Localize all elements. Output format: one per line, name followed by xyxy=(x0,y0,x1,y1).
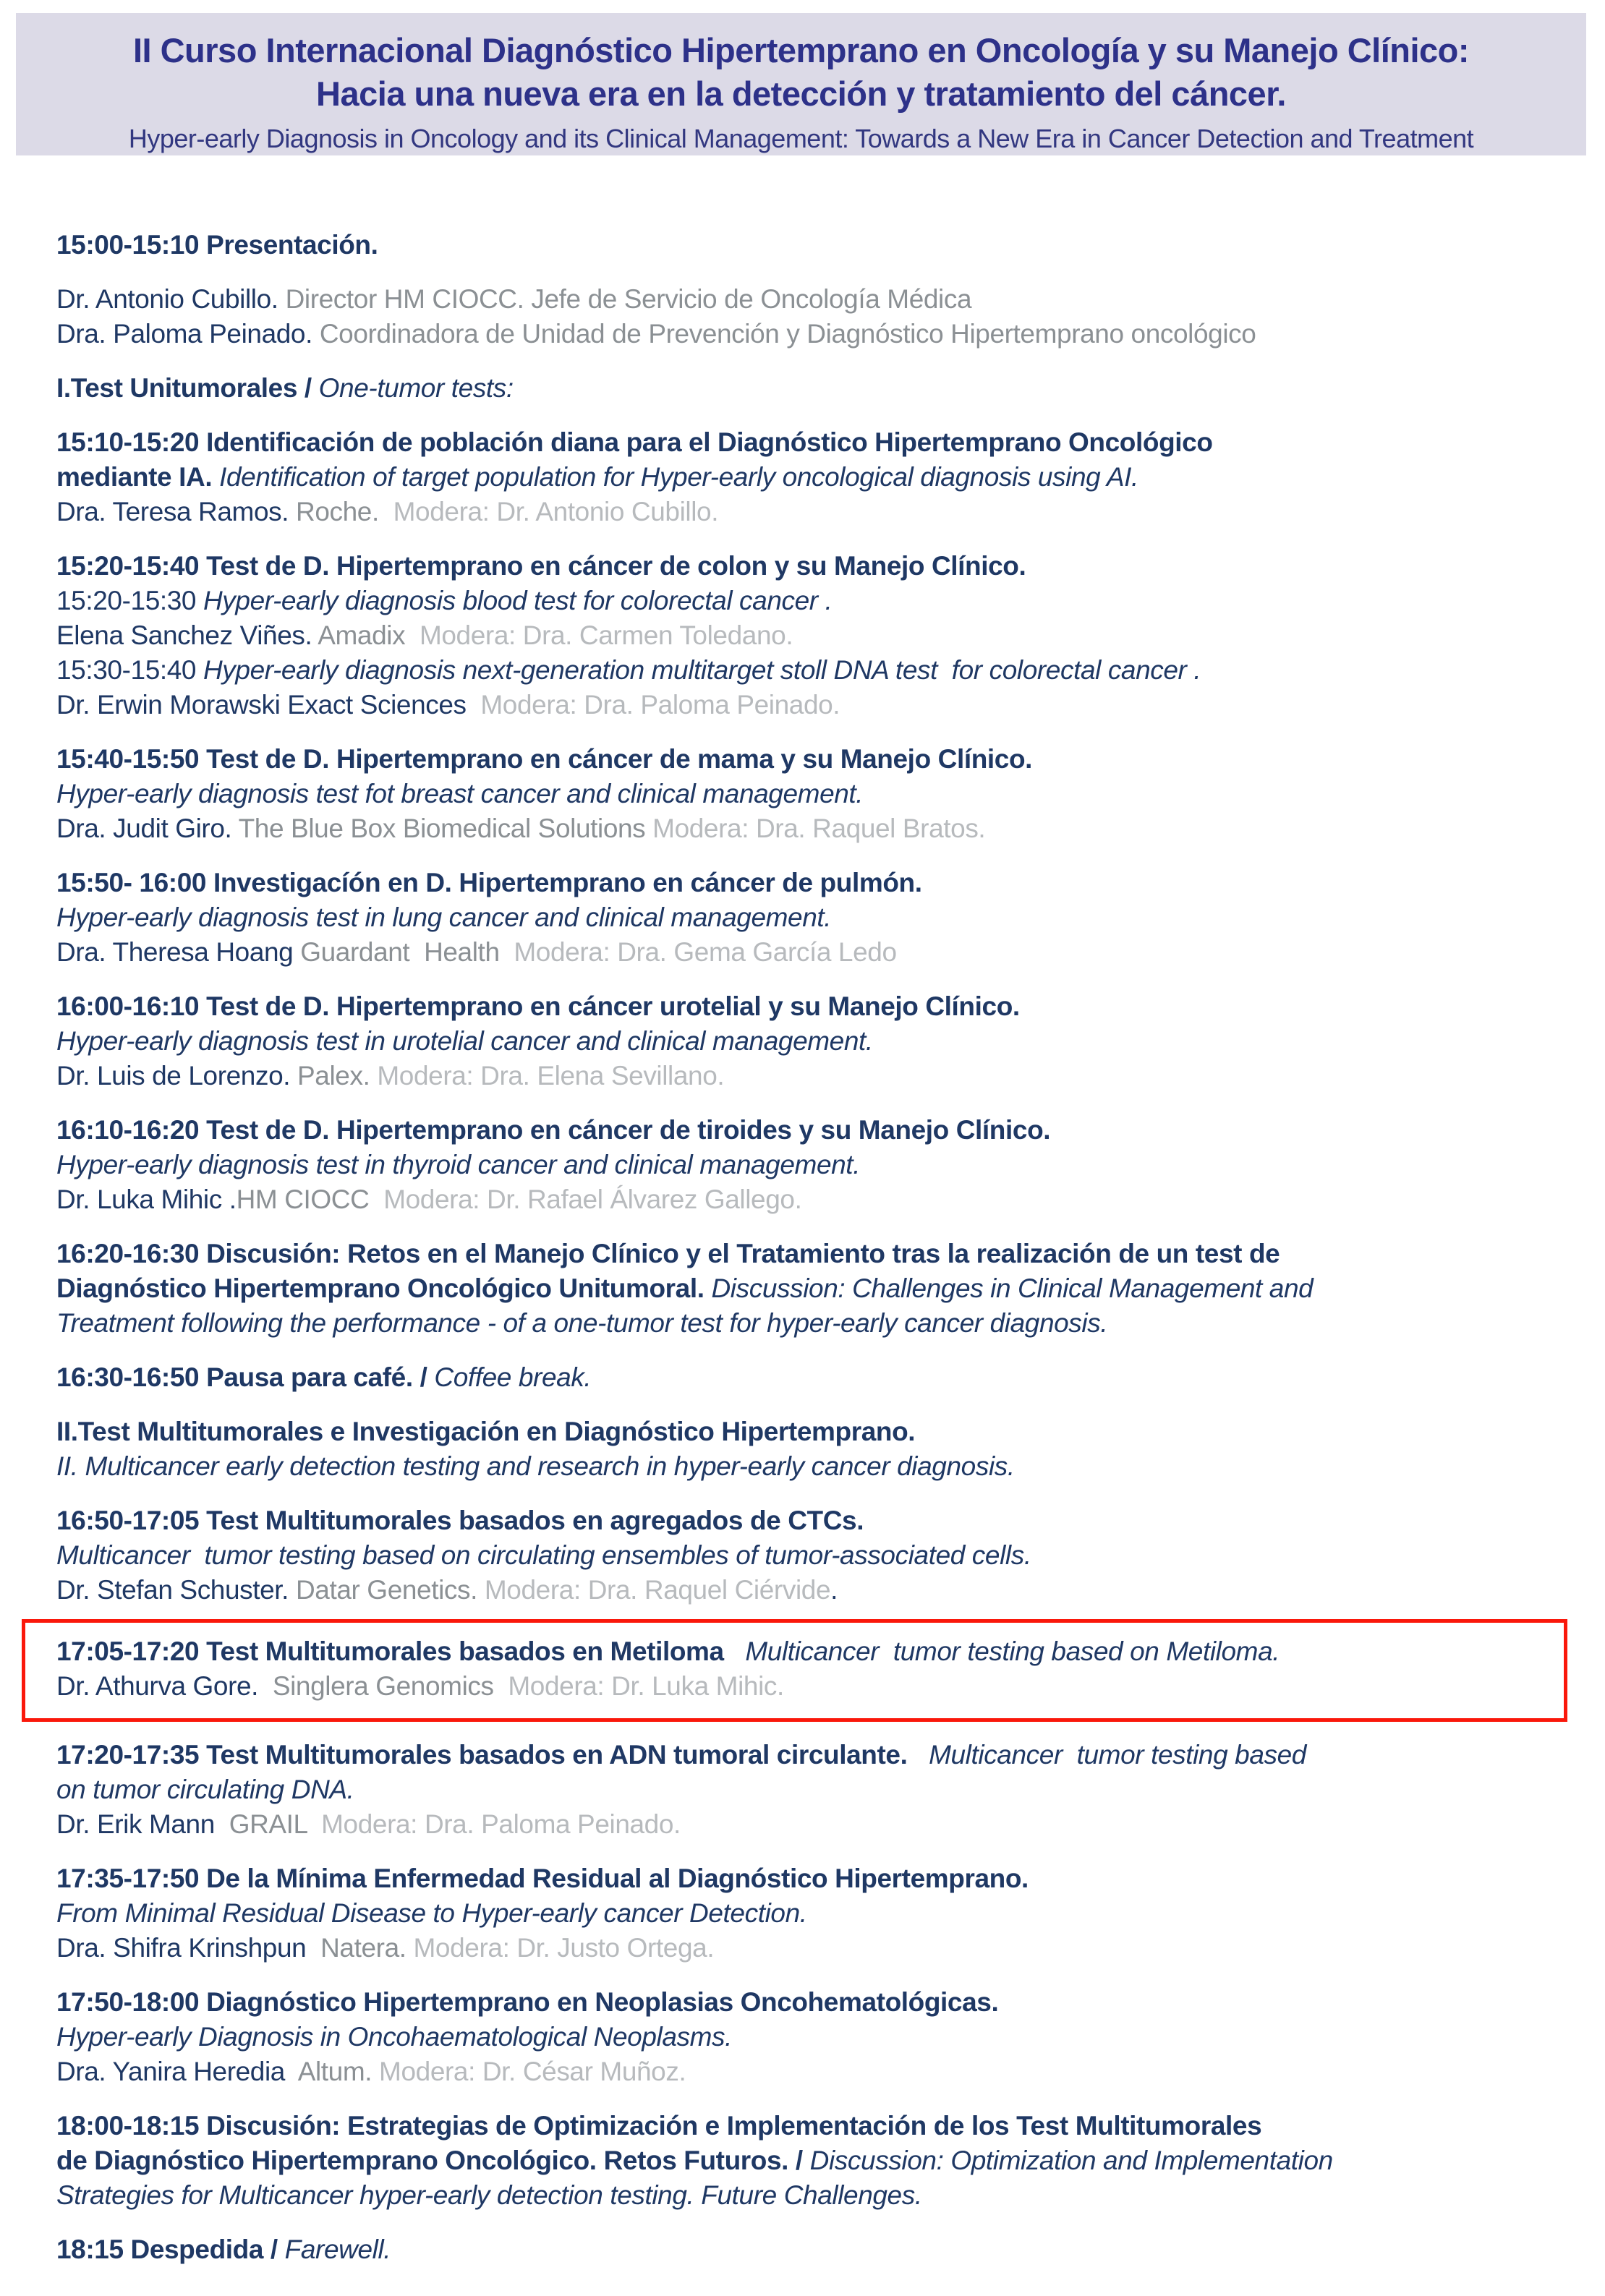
text-segment: Discussion: Challenges in Clinical Management and xyxy=(711,1273,1314,1303)
text-segment: GRAIL xyxy=(229,1809,322,1839)
text-segment: Dr. Luis de Lorenzo. xyxy=(56,1061,298,1091)
schedule-line xyxy=(56,653,1559,688)
schedule-line xyxy=(56,1538,1559,1573)
text-segment: Discussion: Optimization and Implementation xyxy=(809,2146,1333,2175)
schedule-line xyxy=(56,935,1559,970)
schedule-line xyxy=(56,1306,1559,1341)
schedule-line xyxy=(56,1271,1559,1306)
text-segment: Director HM CIOCC. Jefe de Servicio de Oncología Médica xyxy=(285,284,972,314)
text-segment: The Blue Box Biomedical Solutions xyxy=(238,814,653,843)
session-block xyxy=(56,989,1559,1093)
text-segment: Modera: Dr. Antonio Cubillo. xyxy=(393,497,719,526)
text-segment: Dr. Erwin Morawski Exact Sciences xyxy=(56,690,481,720)
text-segment: Hyper-early diagnosis next-generation multitarget stoll DNA test for colorectal cancer . xyxy=(203,655,1201,685)
text-segment: Dra. Yanira Heredia xyxy=(56,2057,298,2086)
schedule-line xyxy=(56,228,1559,263)
text-segment: Elena Sanchez Viñes. xyxy=(56,620,318,650)
text-segment: 16:20-16:30 Discusión: Retos en el Manejo Clínico y el Tratamiento tras la realización de un test de xyxy=(56,1239,1280,1268)
text-segment: mediante IA. xyxy=(56,462,220,492)
schedule-line xyxy=(56,495,1559,529)
schedule-line xyxy=(56,618,1559,653)
session-block xyxy=(56,1113,1559,1217)
text-segment: 15:50- 16:00 Investigacíón en D. Hipertemprano en cáncer de pulmón. xyxy=(56,868,922,897)
schedule-line xyxy=(56,688,1559,722)
text-segment: Dr. Erik Mann xyxy=(56,1809,229,1839)
text-segment: Multicancer tumor testing based on circulating ensembles of tumor-associated cells. xyxy=(56,1540,1031,1570)
text-segment: Hyper-early diagnosis test in urotelial cancer and clinical management. xyxy=(56,1026,873,1056)
text-segment: 17:50-18:00 Diagnóstico Hipertemprano en Neoplasias Oncohematológicas. xyxy=(56,1987,999,2017)
text-segment: Modera: Dr. Luka Mihic. xyxy=(508,1671,784,1701)
text-segment: Roche. xyxy=(296,497,393,526)
schedule-line xyxy=(56,1931,1559,1966)
schedule-line xyxy=(56,1059,1559,1093)
schedule-line xyxy=(56,900,1559,935)
schedule-line xyxy=(56,2054,1559,2089)
schedule-line xyxy=(56,549,1559,584)
text-segment: Coordinadora de Unidad de Prevención y Diagnóstico Hipertemprano oncológico xyxy=(319,319,1256,349)
program-subtitle-english: Hyper-early Diagnosis in Oncology and its Clinical Management: Towards a New Era in Cancer Detection and Treatment xyxy=(128,124,1474,153)
session-block xyxy=(56,1985,1559,2089)
text-segment: 17:35-17:50 De la Mínima Enfermedad Residual al Diagnóstico Hipertemprano. xyxy=(56,1864,1029,1893)
text-segment: Modera: Dra. Raquel Bratos. xyxy=(652,814,986,843)
schedule-line xyxy=(56,777,1559,811)
text-segment: Datar Genetics. xyxy=(295,1575,485,1605)
text-segment: 17:20-17:35 Test Multitumorales basados en ADN tumoral circulante. xyxy=(56,1740,915,1770)
text-segment: Modera: Dra. Carmen Toledano. xyxy=(419,620,793,650)
text-segment: Strategies for Multicancer hyper-early detection testing. Future Challenges. xyxy=(56,2180,922,2210)
schedule-line xyxy=(56,425,1559,460)
schedule-line xyxy=(56,1113,1559,1148)
schedule-line xyxy=(56,1985,1559,2020)
schedule-line xyxy=(56,1807,1559,1842)
schedule-line xyxy=(56,1669,1549,1704)
schedule-line xyxy=(56,1634,1549,1669)
text-segment: 15:40-15:50 Test de D. Hipertemprano en cáncer de mama y su Manejo Clínico. xyxy=(56,744,1033,774)
schedule-line xyxy=(56,2109,1559,2143)
text-segment: 15:30-15:40 xyxy=(56,655,203,685)
text-segment: Hyper-early diagnosis test in lung cancer and clinical management. xyxy=(56,902,832,932)
session-block xyxy=(56,1738,1559,1842)
schedule-line xyxy=(56,1896,1559,1931)
text-segment: Dr. Stefan Schuster. xyxy=(56,1575,296,1605)
text-segment: Hyper-early Diagnosis in Oncohaematological Neoplasms. xyxy=(56,2022,733,2052)
text-segment: 16:00-16:10 Test de D. Hipertemprano en cáncer urotelial y su Manejo Clínico. xyxy=(56,991,1020,1021)
session-block xyxy=(56,1414,1559,1484)
text-segment: Coffee break. xyxy=(434,1362,592,1392)
text-segment: Altum. xyxy=(297,2057,380,2086)
schedule-line xyxy=(56,1573,1559,1608)
schedule-line xyxy=(56,866,1559,900)
text-segment: 15:20-15:40 Test de D. Hipertemprano en cáncer de colon y su Manejo Clínico. xyxy=(56,551,1026,581)
text-segment: HM CIOCC xyxy=(236,1185,384,1214)
text-segment: on tumor circulating DNA. xyxy=(56,1775,354,1804)
text-segment: Dra. Shifra Krinshpun xyxy=(56,1933,321,1963)
text-segment: Palex. xyxy=(297,1061,378,1091)
schedule-line xyxy=(56,2143,1559,2178)
program-title-line1: II Curso Internacional Diagnóstico Hipertemprano en Oncología y su Manejo Clínico: xyxy=(132,31,1470,69)
text-segment: Modera: Dr. Justo Ortega. xyxy=(413,1933,715,1963)
text-segment: Singlera Genomics xyxy=(272,1671,508,1701)
schedule-line xyxy=(56,1148,1559,1182)
schedule-line xyxy=(56,1772,1559,1807)
text-segment: Modera: Dra. Raquel Ciérvide xyxy=(484,1575,831,1605)
schedule-line xyxy=(56,282,1559,317)
text-segment: Modera: Dr. César Muñoz. xyxy=(379,2057,686,2086)
schedule-line xyxy=(56,2020,1559,2054)
schedule-line xyxy=(56,584,1559,618)
text-segment: Farewell. xyxy=(284,2235,391,2264)
text-segment: Hyper-early diagnosis test in thyroid cancer and clinical management. xyxy=(56,1150,861,1179)
text-segment: Dr. Antonio Cubillo. xyxy=(56,284,286,314)
text-segment: Modera: Dr. Rafael Álvarez Gallego. xyxy=(383,1185,802,1214)
text-segment: . xyxy=(830,1575,838,1605)
session-block xyxy=(56,1503,1559,1608)
text-segment: Modera: Dra. Elena Sevillano. xyxy=(377,1061,725,1091)
schedule-line xyxy=(56,1360,1559,1395)
text-segment: 16:30-16:50 Pausa para café. / xyxy=(56,1362,435,1392)
text-segment: I.Test Unitumorales / xyxy=(56,373,319,403)
schedule-line xyxy=(56,371,1559,406)
program-title-line2: Hacia una nueva era en la detección y tratamiento del cáncer. xyxy=(316,74,1286,113)
text-segment: Multicancer tumor testing based on Metiloma. xyxy=(745,1636,1280,1666)
text-segment: de Diagnóstico Hipertemprano Oncológico. Retos Futuros. / xyxy=(56,2146,810,2175)
schedule-line xyxy=(56,1182,1559,1217)
schedule-list xyxy=(0,155,1605,2267)
schedule-line xyxy=(56,811,1559,846)
text-segment: One-tumor tests: xyxy=(318,373,514,403)
schedule-line xyxy=(56,1024,1559,1059)
text-segment: Diagnóstico Hipertemprano Oncológico Unitumoral. xyxy=(56,1273,712,1303)
text-segment: II. Multicancer early detection testing and research in hyper-early cancer diagnosis. xyxy=(56,1451,1015,1481)
session-block xyxy=(56,1861,1559,1966)
text-segment: Guardant Health xyxy=(300,937,514,967)
text-segment: Dr. Athurva Gore. xyxy=(56,1671,273,1701)
text-segment: 15:20-15:30 xyxy=(56,586,203,615)
text-segment: II.Test Multitumorales e Investigación en Diagnóstico Hipertemprano. xyxy=(56,1417,916,1446)
highlighted-session xyxy=(22,1619,1567,1722)
text-segment: 18:00-18:15 Discusión: Estrategias de Optimización e Implementación de los Test Multitumorales xyxy=(56,2111,1262,2141)
text-segment: Dra. Teresa Ramos. xyxy=(56,497,297,526)
schedule-line xyxy=(56,989,1559,1024)
text-segment: 18:15 Despedida / xyxy=(56,2235,285,2264)
text-segment: Treatment following the performance - of a one-tumor test for hyper-early cancer diagnosis. xyxy=(56,1308,1108,1338)
text-segment: From Minimal Residual Disease to Hyper-early cancer Detection. xyxy=(56,1898,807,1928)
schedule-line xyxy=(56,317,1559,351)
schedule-line xyxy=(56,1237,1559,1271)
text-segment: Dra. Judit Giro. xyxy=(56,814,239,843)
text-segment: Natera. xyxy=(320,1933,414,1963)
session-block xyxy=(56,425,1559,529)
program-header xyxy=(16,13,1586,155)
text-segment: Dra. Theresa Hoang xyxy=(56,937,301,967)
text-segment: Identification of target population for Hyper-early oncological diagnosis using AI. xyxy=(219,462,1138,492)
text-segment: Hyper-early diagnosis test fot breast cancer and clinical management. xyxy=(56,779,864,808)
text-segment: 17:05-17:20 Test Multitumorales basados en Metiloma xyxy=(56,1636,746,1666)
text-segment: Dr. Luka Mihic . xyxy=(56,1185,237,1214)
schedule-line xyxy=(56,1449,1559,1484)
schedule-line xyxy=(56,742,1559,777)
schedule-line xyxy=(56,1738,1559,1772)
schedule-line xyxy=(56,1414,1559,1449)
text-segment: 16:10-16:20 Test de D. Hipertemprano en cáncer de tiroides y su Manejo Clínico. xyxy=(56,1115,1051,1145)
text-segment: Hyper-early diagnosis blood test for colorectal cancer . xyxy=(203,586,833,615)
schedule-line xyxy=(56,2232,1559,2267)
session-block xyxy=(56,866,1559,970)
schedule-line xyxy=(56,2178,1559,2213)
schedule-line xyxy=(56,1503,1559,1538)
session-block xyxy=(56,371,1559,406)
text-segment: 15:10-15:20 Identificación de población diana para el Diagnóstico Hipertemprano Oncológico xyxy=(56,427,1213,457)
session-block xyxy=(56,2232,1559,2267)
text-segment: Multicancer tumor testing based xyxy=(914,1740,1306,1770)
text-segment: Modera: Dra. Gema García Ledo xyxy=(514,937,897,967)
schedule-line xyxy=(56,1861,1559,1896)
session-block xyxy=(56,1360,1559,1395)
session-block xyxy=(56,228,1559,263)
session-block xyxy=(56,2109,1559,2213)
text-segment: Dra. Paloma Peinado. xyxy=(56,319,320,349)
text-segment: 16:50-17:05 Test Multitumorales basados en agregados de CTCs. xyxy=(56,1506,864,1535)
session-block xyxy=(56,742,1559,846)
schedule-line xyxy=(56,460,1559,495)
text-segment: 15:00-15:10 Presentación. xyxy=(56,230,378,260)
text-segment: Modera: Dra. Paloma Peinado. xyxy=(321,1809,681,1839)
session-block xyxy=(56,1237,1559,1341)
text-segment: Amadix xyxy=(318,620,420,650)
session-block xyxy=(56,282,1559,351)
session-block xyxy=(56,549,1559,722)
text-segment: Modera: Dra. Paloma Peinado. xyxy=(480,690,840,720)
